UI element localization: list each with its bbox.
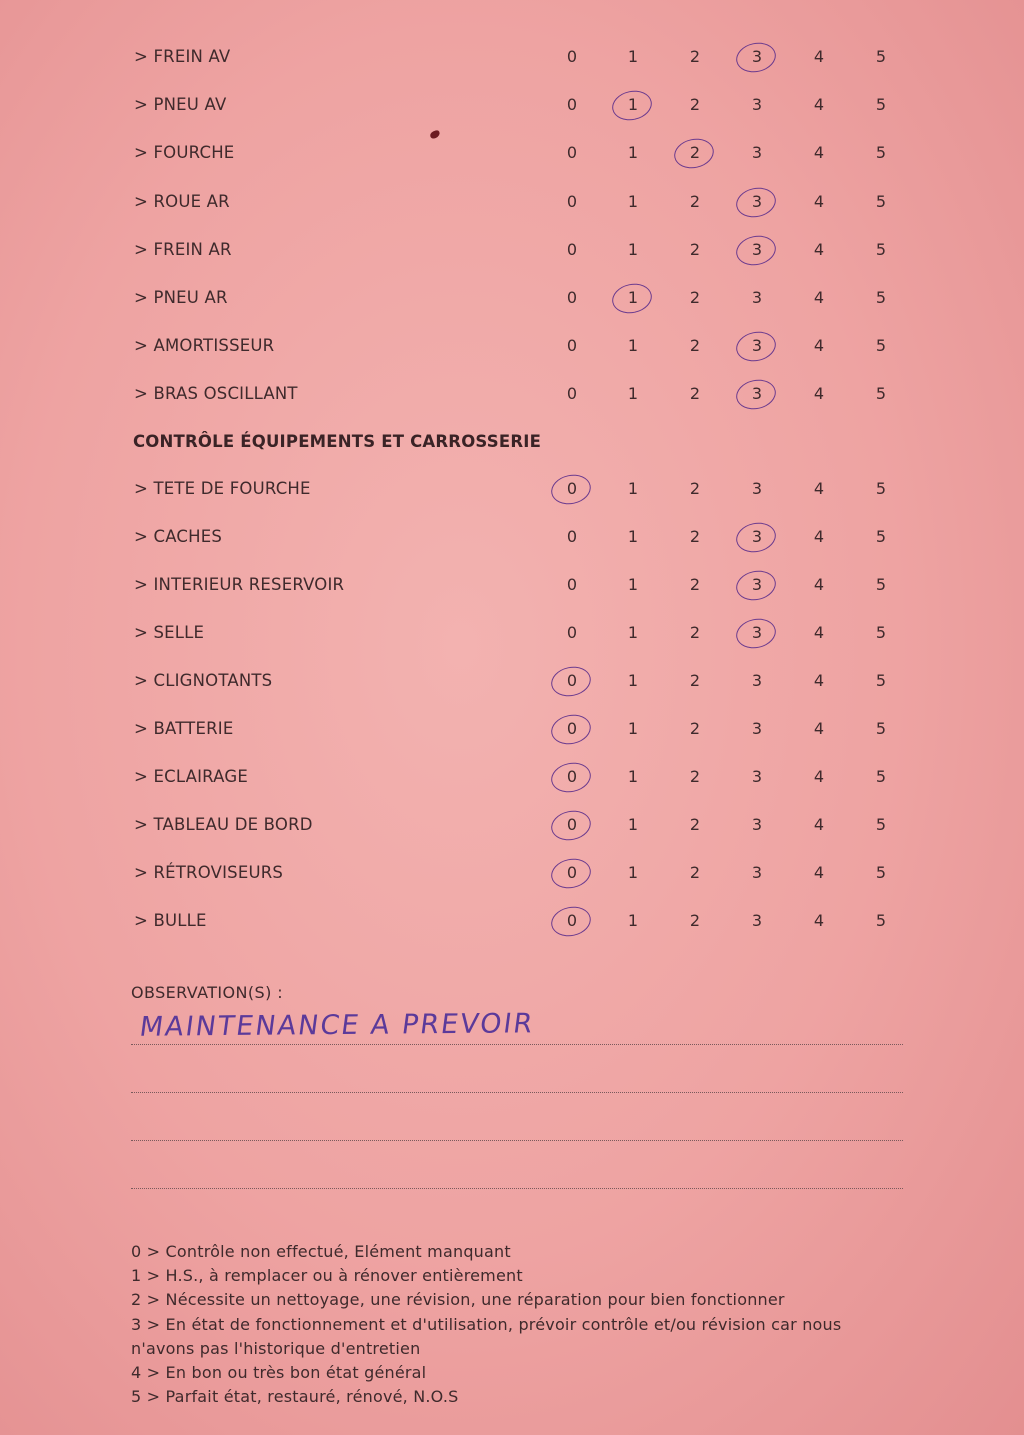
score-option[interactable]: 5 (875, 191, 887, 211)
item-label: > FREIN AV (134, 47, 231, 66)
score-option[interactable]: 4 (813, 623, 825, 642)
item-label: > CLIGNOTANTS (134, 671, 273, 690)
score-option[interactable]: 3 (751, 767, 763, 786)
score-option[interactable]: 3 (751, 671, 763, 690)
score-option[interactable]: 4 (813, 575, 825, 594)
score-option[interactable]: 1 (627, 767, 639, 786)
checklist-row (0, 331, 1024, 361)
score-option[interactable]: 5 (875, 863, 887, 882)
checklist-row (0, 138, 1024, 168)
score-option[interactable]: 3 (751, 95, 763, 115)
score-option[interactable]: 5 (875, 575, 887, 594)
score-option[interactable]: 0 (566, 623, 578, 642)
section-title: CONTRÔLE ÉQUIPEMENTS ET CARROSSERIE (133, 432, 542, 451)
score-option[interactable]: 3 (751, 479, 763, 498)
score-option[interactable]: 4 (813, 911, 825, 930)
score-option[interactable]: 5 (875, 767, 887, 786)
checklist-row (0, 666, 1024, 696)
score-option-selected[interactable]: 3 (742, 522, 772, 552)
score-option[interactable]: 1 (627, 815, 639, 834)
score-option[interactable]: 4 (813, 143, 825, 163)
score-option-selected[interactable]: 0 (557, 474, 587, 504)
checklist-row (0, 42, 1024, 72)
legend-line: 1 > H.S., à remplacer ou à rénover entièrement (131, 1266, 523, 1286)
score-option[interactable]: 5 (875, 527, 887, 546)
score-option[interactable]: 4 (813, 384, 825, 404)
score-option[interactable]: 1 (627, 911, 639, 930)
score-option[interactable]: 1 (627, 671, 639, 690)
handwritten-observation: MAINTENANCE A PREVOIR (137, 1008, 537, 1043)
score-option[interactable]: 2 (689, 191, 701, 211)
score-option[interactable]: 0 (566, 95, 578, 115)
score-option[interactable]: 1 (627, 863, 639, 882)
observation-line (131, 1092, 903, 1093)
score-option-selected[interactable]: 3 (742, 42, 772, 72)
score-option[interactable]: 2 (689, 288, 701, 307)
score-option[interactable]: 4 (813, 288, 825, 307)
checklist-row (0, 858, 1024, 888)
item-label: > BULLE (134, 911, 207, 930)
observation-line (131, 1044, 903, 1045)
item-label: > BRAS OSCILLANT (134, 384, 298, 404)
score-option[interactable]: 2 (689, 575, 701, 594)
score-option[interactable]: 1 (627, 239, 639, 259)
item-label: > PNEU AR (134, 288, 228, 307)
score-option[interactable]: 4 (813, 815, 825, 834)
item-label: > CACHES (134, 527, 223, 546)
score-option[interactable]: 1 (627, 336, 639, 356)
score-option[interactable]: 4 (813, 47, 825, 66)
checklist-row (0, 714, 1024, 744)
item-label: > INTERIEUR RESERVOIR (134, 575, 345, 594)
score-option-selected[interactable]: 3 (742, 618, 772, 648)
legend-line: 3 > En état de fonctionnement et d'utilisation, prévoir contrôle et/ou révision car nous (131, 1314, 842, 1334)
checklist-row (0, 235, 1024, 265)
score-option[interactable]: 5 (875, 384, 887, 404)
legend-line: 0 > Contrôle non effectué, Elément manquant (131, 1242, 511, 1261)
score-option[interactable]: 1 (627, 719, 639, 738)
score-option[interactable]: 2 (689, 479, 701, 498)
score-option[interactable]: 4 (813, 863, 825, 882)
score-option[interactable]: 1 (627, 623, 639, 642)
score-option[interactable]: 3 (751, 288, 763, 307)
item-label: > FREIN AR (134, 239, 232, 259)
observation-line (131, 1188, 903, 1189)
item-label: > PNEU AV (134, 95, 227, 115)
score-option[interactable]: 5 (875, 47, 887, 66)
score-option[interactable]: 1 (627, 527, 639, 546)
score-option-selected[interactable]: 2 (680, 138, 710, 168)
score-option[interactable]: 1 (627, 575, 639, 594)
score-option[interactable]: 5 (875, 911, 887, 930)
score-option-selected[interactable]: 0 (557, 858, 587, 888)
checklist-row (0, 187, 1024, 217)
item-label: > SELLE (134, 623, 205, 642)
score-option[interactable]: 4 (813, 95, 825, 115)
score-option[interactable]: 5 (875, 719, 887, 738)
score-option[interactable]: 4 (813, 527, 825, 546)
score-option-selected[interactable]: 3 (742, 331, 772, 361)
item-label: > ECLAIRAGE (134, 767, 248, 786)
observation-line (131, 1140, 903, 1141)
score-option-selected[interactable]: 1 (618, 283, 648, 313)
score-option[interactable]: 2 (689, 815, 701, 834)
score-option[interactable]: 4 (813, 719, 825, 738)
checklist-row (0, 522, 1024, 552)
score-option[interactable]: 2 (689, 671, 701, 690)
score-option[interactable]: 5 (875, 671, 887, 690)
score-option[interactable]: 0 (566, 575, 578, 594)
score-option[interactable]: 1 (627, 384, 639, 404)
legend-line: 4 > En bon ou très bon état général (131, 1363, 427, 1383)
score-option[interactable]: 2 (689, 95, 701, 115)
score-option[interactable]: 1 (627, 191, 639, 211)
checklist-row (0, 474, 1024, 504)
score-option[interactable]: 5 (875, 623, 887, 642)
score-option[interactable]: 5 (875, 95, 887, 115)
score-option[interactable]: 2 (689, 767, 701, 786)
score-legend (131, 1240, 901, 1409)
score-option-selected[interactable]: 0 (557, 666, 587, 696)
score-option-selected[interactable]: 3 (742, 187, 772, 217)
score-option[interactable]: 0 (566, 47, 578, 66)
score-option-selected[interactable]: 0 (557, 906, 587, 936)
checklist-row (0, 570, 1024, 600)
score-option-selected[interactable]: 3 (742, 379, 772, 409)
item-label: > ROUE AR (134, 191, 230, 211)
score-option[interactable]: 3 (751, 863, 763, 882)
score-option[interactable]: 0 (566, 527, 578, 546)
legend-line: n'avons pas l'historique d'entretien (131, 1338, 421, 1358)
checklist-row (0, 283, 1024, 313)
checklist-row (0, 810, 1024, 840)
score-option[interactable]: 3 (751, 911, 763, 930)
checklist-row (0, 762, 1024, 792)
score-option[interactable]: 0 (566, 143, 578, 163)
item-label: > TABLEAU DE BORD (134, 815, 313, 834)
score-option[interactable]: 4 (813, 767, 825, 786)
item-label: > BATTERIE (134, 719, 234, 738)
score-option[interactable]: 2 (689, 623, 701, 642)
score-option[interactable]: 5 (875, 143, 887, 163)
score-option[interactable]: 2 (689, 47, 701, 66)
item-label: > AMORTISSEUR (134, 336, 275, 356)
legend-line: 2 > Nécessite un nettoyage, une révision, une réparation pour bien fonctionner (131, 1290, 785, 1310)
score-option[interactable]: 2 (689, 527, 701, 546)
score-option-selected[interactable]: 1 (618, 90, 648, 120)
score-option[interactable]: 0 (566, 288, 578, 307)
checklist-row (0, 618, 1024, 648)
score-option-selected[interactable]: 0 (557, 810, 587, 840)
score-option-selected[interactable]: 0 (557, 762, 587, 792)
checklist-row (0, 90, 1024, 120)
score-option[interactable]: 5 (875, 479, 887, 498)
score-option[interactable]: 1 (627, 143, 639, 163)
score-option[interactable]: 5 (875, 815, 887, 834)
legend-line: 5 > Parfait état, restauré, rénové, N.O.S (131, 1387, 459, 1407)
score-option[interactable]: 5 (875, 288, 887, 307)
score-option[interactable]: 4 (813, 671, 825, 690)
score-option[interactable]: 2 (689, 911, 701, 930)
score-option[interactable]: 1 (627, 479, 639, 498)
score-option[interactable]: 2 (689, 239, 701, 259)
score-option[interactable]: 3 (751, 719, 763, 738)
score-option[interactable]: 2 (689, 336, 701, 356)
score-option[interactable]: 1 (627, 47, 639, 66)
score-option[interactable]: 5 (875, 239, 887, 259)
score-option[interactable]: 4 (813, 479, 825, 498)
score-option[interactable]: 0 (566, 336, 578, 356)
score-option-selected[interactable]: 3 (742, 570, 772, 600)
score-option[interactable]: 4 (813, 336, 825, 356)
score-option[interactable]: 3 (751, 143, 763, 163)
score-option[interactable]: 4 (813, 191, 825, 211)
score-option[interactable]: 5 (875, 336, 887, 356)
observations-label: OBSERVATION(S) : (131, 983, 283, 1002)
score-option[interactable]: 0 (566, 239, 578, 259)
checklist-row (0, 379, 1024, 409)
score-option[interactable]: 2 (689, 863, 701, 882)
score-option-selected[interactable]: 0 (557, 714, 587, 744)
score-option[interactable]: 2 (689, 384, 701, 404)
score-option[interactable]: 2 (689, 719, 701, 738)
score-option-selected[interactable]: 3 (742, 235, 772, 265)
item-label: > RÉTROVISEURS (134, 863, 284, 882)
score-option[interactable]: 0 (566, 384, 578, 404)
item-label: > TETE DE FOURCHE (134, 479, 311, 498)
item-label: > FOURCHE (134, 143, 235, 163)
score-option[interactable]: 0 (566, 191, 578, 211)
score-option[interactable]: 4 (813, 239, 825, 259)
score-option[interactable]: 3 (751, 815, 763, 834)
checklist-row (0, 906, 1024, 936)
